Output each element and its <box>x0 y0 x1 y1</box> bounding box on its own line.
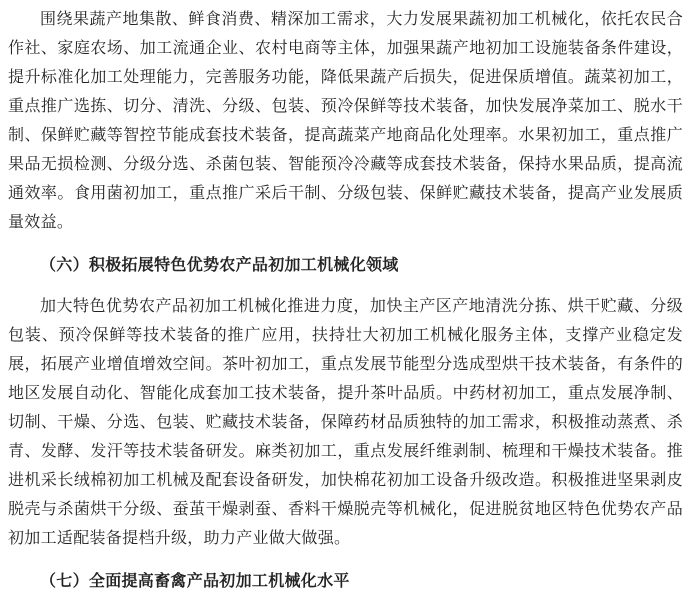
paragraph-specialty-products: 加大特色优势农产品初加工机械化推进力度，加快主产区产地清洗分拣、烘干贮藏、分级包装、预冷保鲜等技术装备的推广应用，扶持壮大初加工机械化服务主体，支撑产业稳定发展，拓展产业增值增效空间。茶叶初加工，重点发展节能型分选成型烘干技术装备，有条件的地区发展自动化、智能化成套加工技术装备，提升茶叶品质。中药材初加工，重点发展净制、切制、干燥、分选、包装、贮藏技术装备，保障药材品质独特的加工需求，积极推动蒸煮、杀青、发酵、发汗等技术装备研发。麻类初加工，重点发展纤维剥制、梳理和干燥技术装备。推进机采长绒棉初加工机械及配套设备研发，加快棉花初加工设备升级改造。积极推进坚果剥皮脱壳与杀菌烘干分级、蚕茧干燥剥蚕、香料干燥脱壳等机械化，促进脱贫地区特色优势农产品初加工适配装备提档升级，助力产业做大做强。 <box>8 296 683 547</box>
section-heading-7: （七）全面提高畜禽产品初加工机械化水平 <box>40 571 350 590</box>
paragraph-fruit-vegetable: 围绕果蔬产地集散、鲜食消费、精深加工需求，大力发展果蔬初加工机械化，依托农民合作社、家庭农场、加工流通企业、农村电商等主体，加强果蔬产地初加工设施装备条件建设，提升标准化加工处理能力，完善服务功能，降低果蔬产后损失，促进保质增值。蔬菜初加工，重点推广选拣、切分、清洗、分级、包装、预冷保鲜等技术装备，加快发展净菜加工、脱水干制、保鲜贮藏等智控节能成套技术装备，提高蔬菜产地商品化处理率。水果初加工，重点推广果品无损检测、分级分选、杀菌包装、智能预冷冷藏等成套技术装备，保持水果品质，提高流通效率。食用菌初加工，重点推广采后干制、分级包装、保鲜贮藏技术装备，提高产业发展质量效益。 <box>8 9 683 231</box>
spacer <box>8 236 683 250</box>
spacer <box>8 279 683 291</box>
section-heading-6: （六）积极拓展特色优势农产品初加工机械化领域 <box>40 255 399 274</box>
spacer <box>8 552 683 566</box>
